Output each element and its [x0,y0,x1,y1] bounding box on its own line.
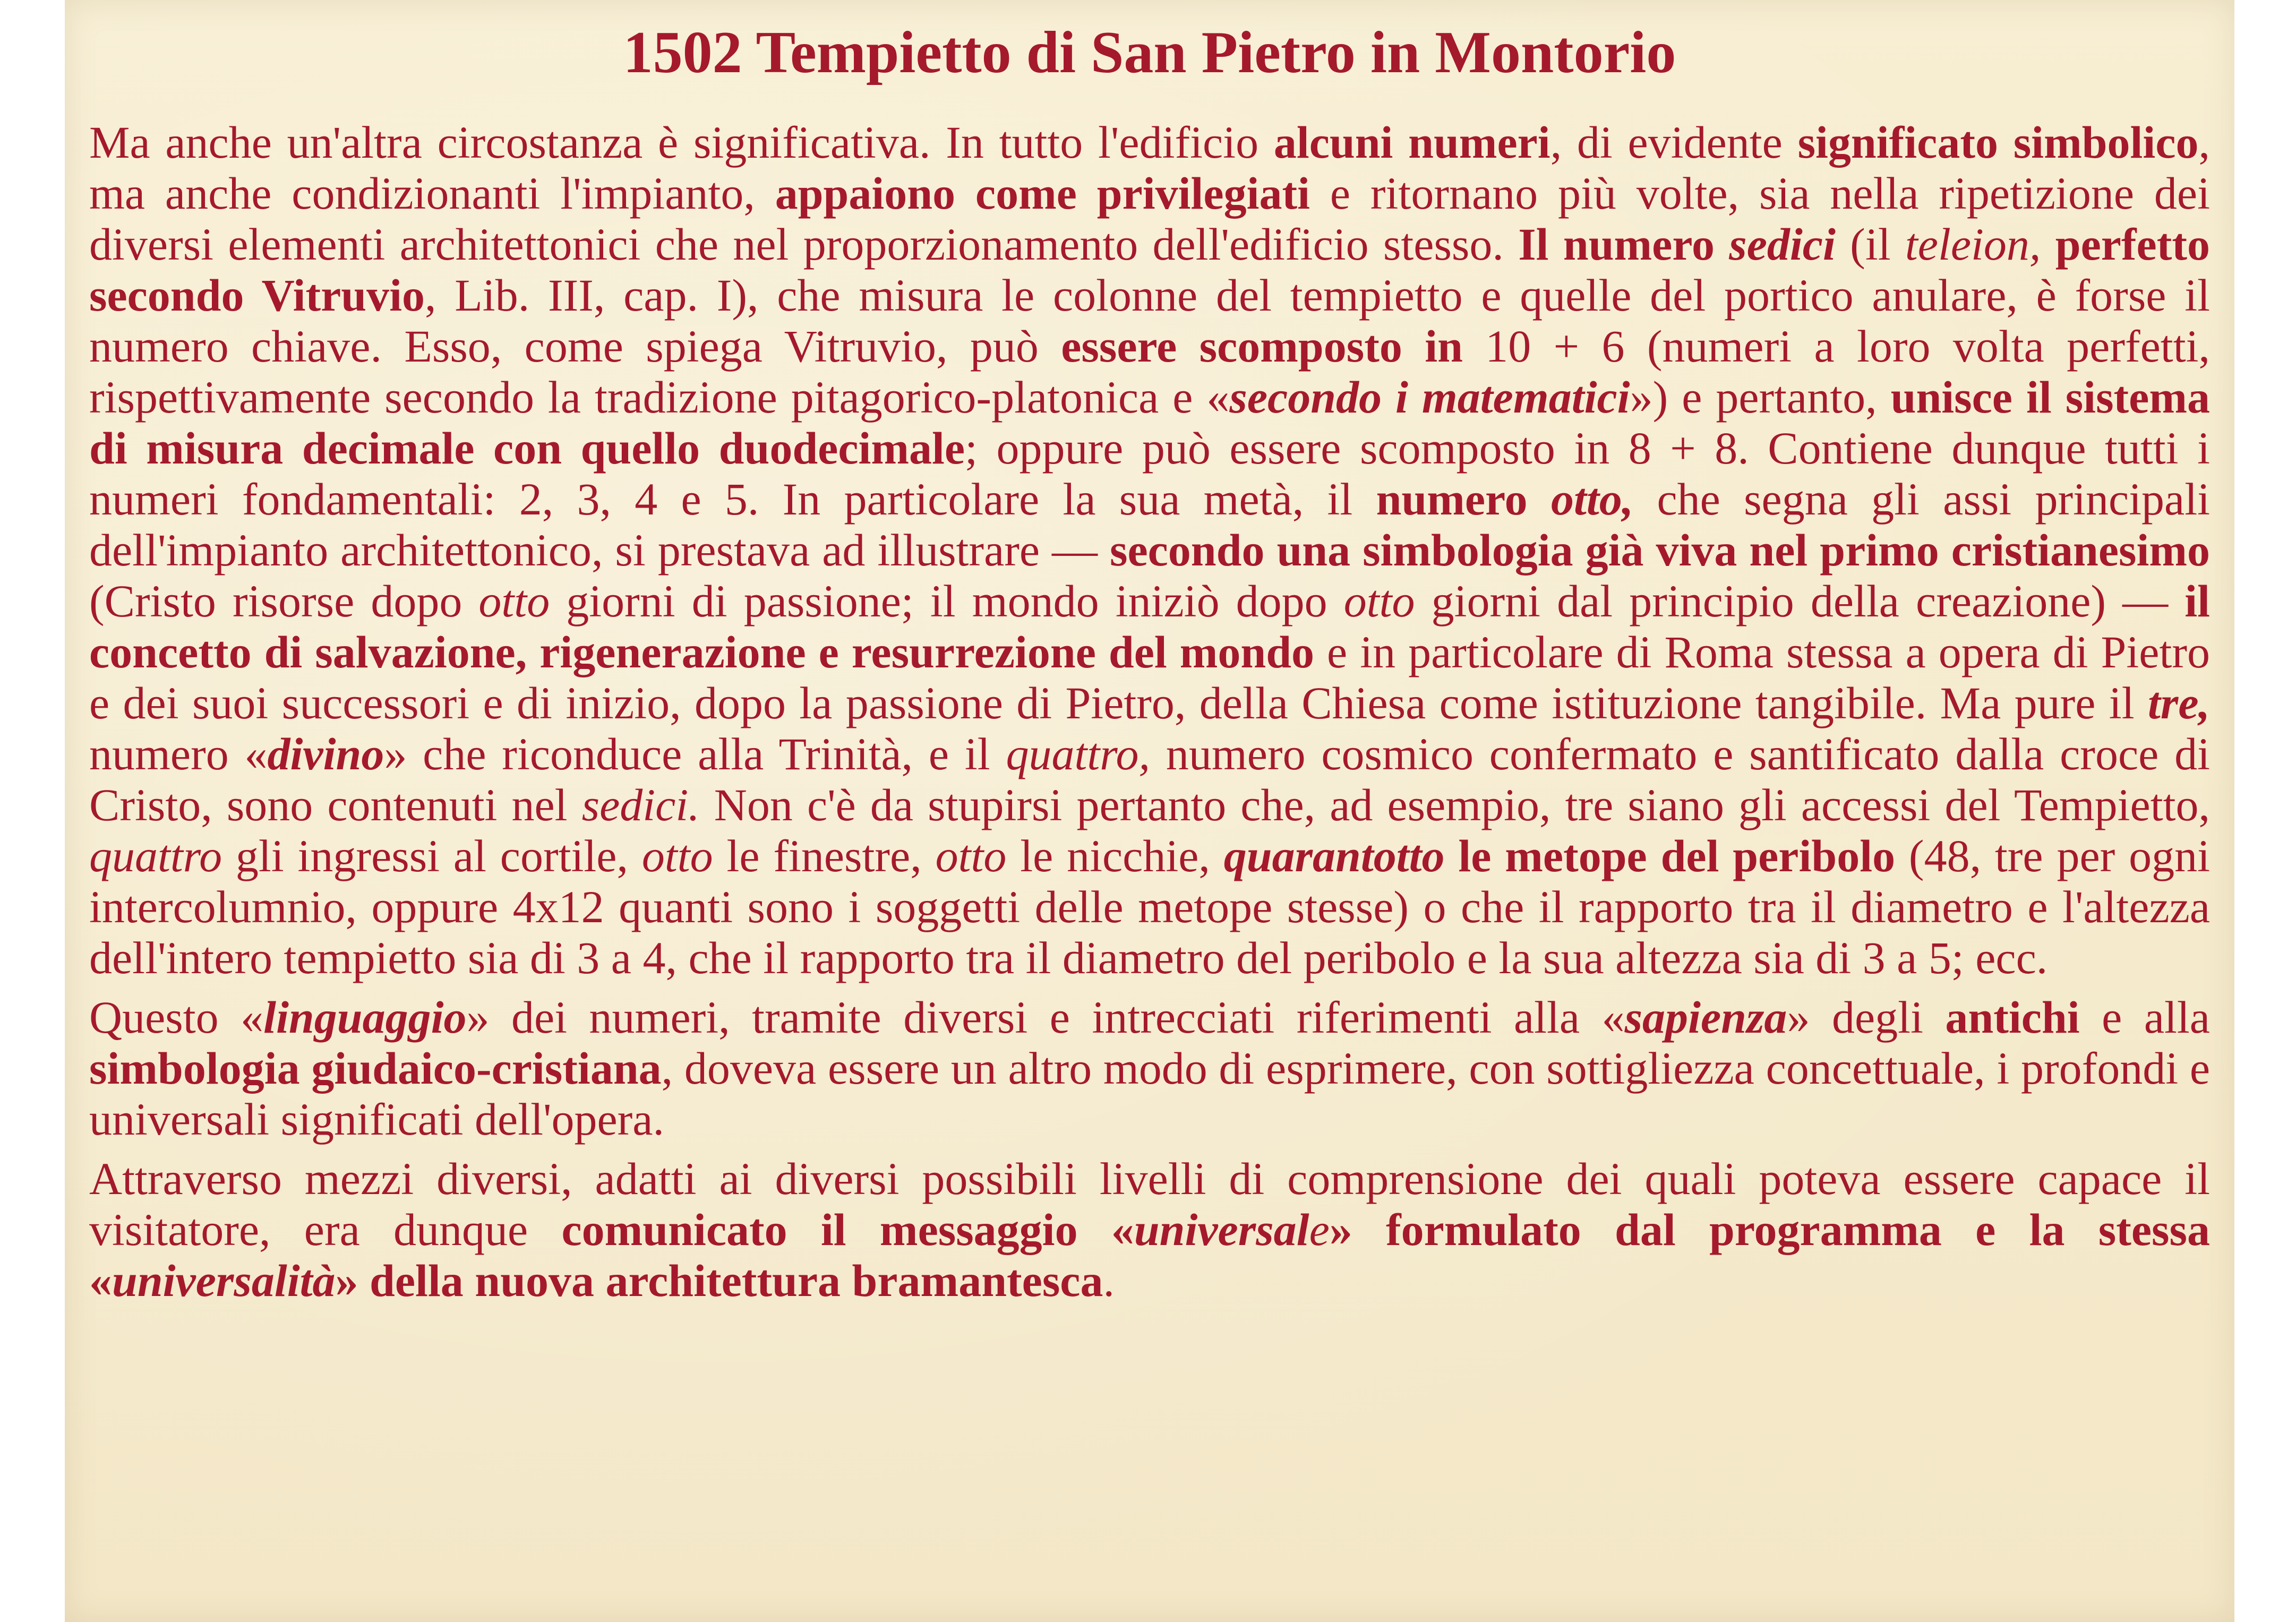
text-run: antichi [1945,992,2080,1043]
text-run: ») e pertanto, [1630,372,1891,423]
text-run: simbologia giudaico-cristiana [89,1043,662,1094]
text-run: essere scomposto in [1061,321,1463,372]
text-run: numero « [89,728,268,779]
text-run: otto [478,576,550,627]
text-run: numero cosmico confermato e santificato dalla croce di Cristo, sono contenuti nel [89,728,2211,830]
text-run [2041,219,2055,270]
text-run: » che riconduce alla Trinità, e il [384,728,1006,779]
paragraph-3 [89,1153,2210,1306]
text-run: , di evidente [1550,117,1798,168]
text-run: (il [1835,219,1905,270]
text-run: , doveva essere un altro modo di esprimere, con sottigliezza concettuale, i profondi e universali significati dell'opera. [89,1043,2211,1145]
text-run: unisce il sistema di misura decimale con quello duodecimale [89,372,2210,474]
text-run: che segna gli assi principali dell'impianto architettonico, si prestava ad illustrare — [89,474,2210,576]
text-run: otto [641,830,713,881]
text-run: , Lib. III, cap. I), che misura le colonne del tempietto e quelle del portico anulare, è forse il numero chiave. Esso, come spiega Vitruvio, può [89,270,2210,372]
text-run: ; oppure può essere scomposto in 8 + 8. Contiene dunque tutti i numeri fondamentali: 2, 3, 4 e 5. In particolare la sua metà, il [89,423,2210,525]
text-run: » formulato dal programma e la stessa « [89,1204,2210,1306]
text-run: otto [1343,576,1415,627]
text-run: gli ingressi al cortile, [222,830,642,881]
text-run: e ritornano più volte, sia nella ripetizione dei diversi elementi architettonici che nel proporzionamento dell'edificio stesso. [89,168,2210,270]
text-run: otto [935,830,1007,881]
text-run: quattro, [1006,728,1151,779]
text-run: teleion, [1905,219,2041,270]
text-run: sapienza [1624,992,1787,1043]
text-run: linguaggio [263,992,467,1043]
text-run: Ma anche un'altra circostanza è significativa. In tutto l'edificio [89,117,1274,168]
text-run: le nicchie, [1006,830,1224,881]
paragraph-2 [89,992,2210,1145]
text-run: numero [1376,474,1551,525]
text-run: le metope del peribolo [1444,830,1896,881]
page-title: 1502 Tempietto di San Pietro in Montorio [623,20,1676,85]
text-run: Questo « [89,992,264,1043]
slide [65,0,2234,1622]
text-run: e [1309,1204,1330,1255]
text-run: perfetto secondo Vitruvio [89,219,2211,321]
body-text [89,117,2210,1315]
text-run: e in particolare di Roma stessa a opera di Pietro e dei suoi successori e di inizio, dopo la passione di Pietro, della Chiesa come istituzione tangibile. Ma pure il [89,627,2210,728]
text-run: giorni dal principio della creazione) — [1415,576,2185,627]
text-run: le finestre, [713,830,936,881]
text-run: quattro [89,830,222,881]
text-run: (48, tre per ogni intercolumnio, oppure 4x12 quanti sono i soggetti delle metope stesse) o che il rapporto tra il diametro e l'altezza dell'intero tempietto sia di 3 a 4, che il rapporto tra il diametro del peribolo e la sua altezza sia di 3 a 5; ecc. [89,830,2210,983]
text-run: » dei numeri, tramite diversi e intrecciati riferimenti alla « [466,992,1625,1043]
text-run: . [1103,1255,1115,1306]
text-run: sedici. [581,779,700,830]
paragraph-1 [89,117,2210,983]
text-run: secondo i matematici [1229,372,1630,423]
text-run: divino [267,728,384,779]
text-run: 10 + 6 (numeri a loro volta perfetti, rispettivamente secondo la tradizione pitagorico-platonica e « [89,321,2210,423]
text-run: universal [1134,1204,1309,1255]
text-run: Non c'è da stupirsi pertanto che, ad esempio, tre siano gli accessi del Tempietto, [699,779,2210,830]
text-run: Il numero [1518,219,1729,270]
text-run: » degli [1787,992,1946,1043]
text-run: appaiono come privilegiati [775,168,1310,219]
text-run: tre, [2147,677,2210,728]
text-run: » della nuova architettura bramantesca [335,1255,1103,1306]
text-run: (Cristo risorse dopo [89,576,479,627]
text-run: il concetto di salvazione, rigenerazione e resurrezione del mondo [89,576,2210,677]
text-run: alcuni numeri [1273,117,1550,168]
text-run: sedici [1729,219,1836,270]
text-run: giorni di passione; il mondo iniziò dopo [550,576,1344,627]
text-run: , ma anche condizionanti l'impianto, [89,117,2210,219]
text-run: secondo una simbologia già viva nel primo cristianesimo [1110,525,2210,576]
text-run: Attraverso mezzi diversi, adatti ai diversi possibili livelli di comprensione dei quali poteva essere capace il visitatore, era dunque [89,1153,2210,1255]
text-run: quarantotto [1223,830,1445,881]
text-run: universalità [112,1255,336,1306]
text-run: otto, [1550,474,1634,525]
text-run: comunicato il messaggio « [561,1204,1134,1255]
text-run: e alla [2079,992,2210,1043]
text-run: significato simbolico [1797,117,2199,168]
